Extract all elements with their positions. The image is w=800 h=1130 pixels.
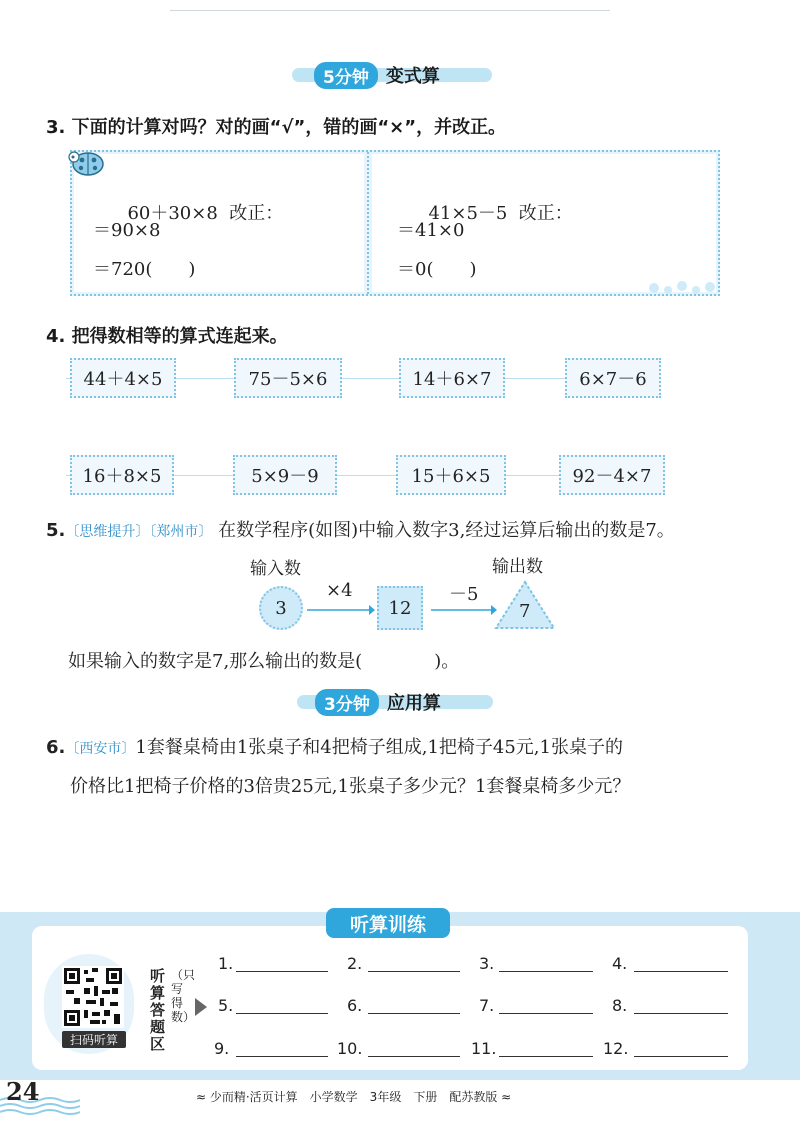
listening-header: 听算训练	[326, 908, 450, 938]
expression-box[interactable]: 6×7－6	[565, 358, 661, 398]
answer-blank[interactable]	[634, 1013, 728, 1014]
section-banner-variation	[292, 62, 492, 88]
answer-blank[interactable]	[634, 1056, 728, 1057]
answer-number: 6.	[347, 996, 363, 1015]
output-value: 7	[519, 601, 531, 622]
answer-number: 5.	[218, 996, 234, 1015]
expression-box[interactable]: 15＋6×5	[396, 455, 506, 495]
expression-box[interactable]: 5×9－9	[233, 455, 337, 495]
answer-blank[interactable]	[368, 1013, 460, 1014]
answer-number: 11.	[471, 1039, 497, 1058]
q3-divider	[367, 152, 369, 294]
answer-number: 4.	[612, 954, 628, 973]
answer-blank[interactable]	[499, 1056, 593, 1057]
answer-blank[interactable]	[499, 1013, 593, 1014]
operation-subtract-label: －5	[449, 584, 479, 605]
expression-box[interactable]: 92－4×7	[559, 455, 665, 495]
q3-right-expression: 41×5－5 改正：	[428, 203, 573, 224]
expression-box[interactable]: 14＋6×7	[399, 358, 505, 398]
footer-text: ≈ 少而精·活页计算 小学数学 3年级 下册 配苏教版 ≈	[196, 1090, 512, 1104]
answer-number: 7.	[479, 996, 495, 1015]
answer-blank[interactable]	[368, 1056, 460, 1057]
question-6-line1: 6.〔西安市〕1套餐桌椅由1张桌子和4把椅子组成,1把椅子45元,1张桌子的	[46, 737, 623, 758]
qr-caption: 扫码听算	[62, 1031, 126, 1048]
answer-blank[interactable]	[634, 971, 728, 972]
section-banner-application	[297, 689, 493, 715]
answer-number: 3.	[479, 954, 495, 973]
expression-box[interactable]: 16＋8×5	[70, 455, 174, 495]
banner-time-pill: 5分钟	[314, 62, 378, 89]
question-4-prompt: 4. 把得数相等的算式连起来。	[46, 326, 288, 347]
banner-time-pill: 3分钟	[315, 689, 379, 716]
answer-number: 10.	[337, 1039, 363, 1058]
expression-box[interactable]: 75－5×6	[234, 358, 342, 398]
q3-left-step2[interactable]: ＝720( )	[93, 259, 196, 280]
q3-right-step1: ＝41×0	[397, 220, 465, 241]
arrow-right-icon	[431, 601, 497, 620]
question-3-prompt: 3. 下面的计算对吗？对的画“√”，错的画“×”，并改正。	[46, 117, 507, 138]
answer-blank[interactable]	[236, 971, 328, 972]
answer-number: 9.	[214, 1039, 230, 1058]
qr-code-icon[interactable]	[62, 966, 124, 1032]
top-rule	[170, 10, 610, 11]
listening-answer-card	[32, 926, 748, 1070]
answer-number: 12.	[603, 1039, 629, 1058]
input-circle: 3	[259, 586, 303, 630]
q3-left-expression: 60＋30×8 改正：	[127, 203, 284, 224]
q3-right-step2[interactable]: ＝0( )	[397, 259, 477, 280]
output-label: 输出数	[492, 557, 543, 577]
answer-blank[interactable]	[368, 971, 460, 972]
answer-number: 1.	[218, 954, 234, 973]
answer-blank[interactable]	[236, 1013, 328, 1014]
expression-box[interactable]: 44＋4×5	[70, 358, 176, 398]
question-6-line2: 价格比1把椅子价格的3倍贵25元,1张桌子多少元？1套餐桌椅多少元？	[70, 776, 631, 797]
answer-number: 8.	[612, 996, 628, 1015]
page-number: 24	[6, 1077, 40, 1106]
banner-title: 应用算	[386, 693, 441, 714]
answer-blank[interactable]	[499, 971, 593, 972]
input-label: 输入数	[250, 559, 301, 579]
answer-number: 2.	[347, 954, 363, 973]
operation-multiply-label: ×4	[326, 580, 353, 601]
play-triangle-icon	[195, 998, 207, 1020]
answer-area-title: 听算答题区	[150, 967, 166, 1053]
arrow-right-icon	[307, 601, 375, 620]
question-5-sub: 如果输入的数字是7,那么输出的数是( )。	[68, 651, 460, 672]
question-5-prompt: 5.〔思维提升〕〔郑州市〕 在数学程序(如图)中输入数字3,经过运算后输出的数是7。	[46, 520, 675, 541]
flower-decoration-icon	[646, 278, 718, 302]
ladybug-icon	[66, 148, 108, 182]
answer-area-note: （只写得数）	[171, 968, 196, 1024]
q3-left-step1: ＝90×8	[93, 220, 161, 241]
answer-blank[interactable]	[236, 1056, 328, 1057]
middle-square: 12	[377, 586, 423, 630]
banner-title: 变式算	[385, 66, 440, 87]
